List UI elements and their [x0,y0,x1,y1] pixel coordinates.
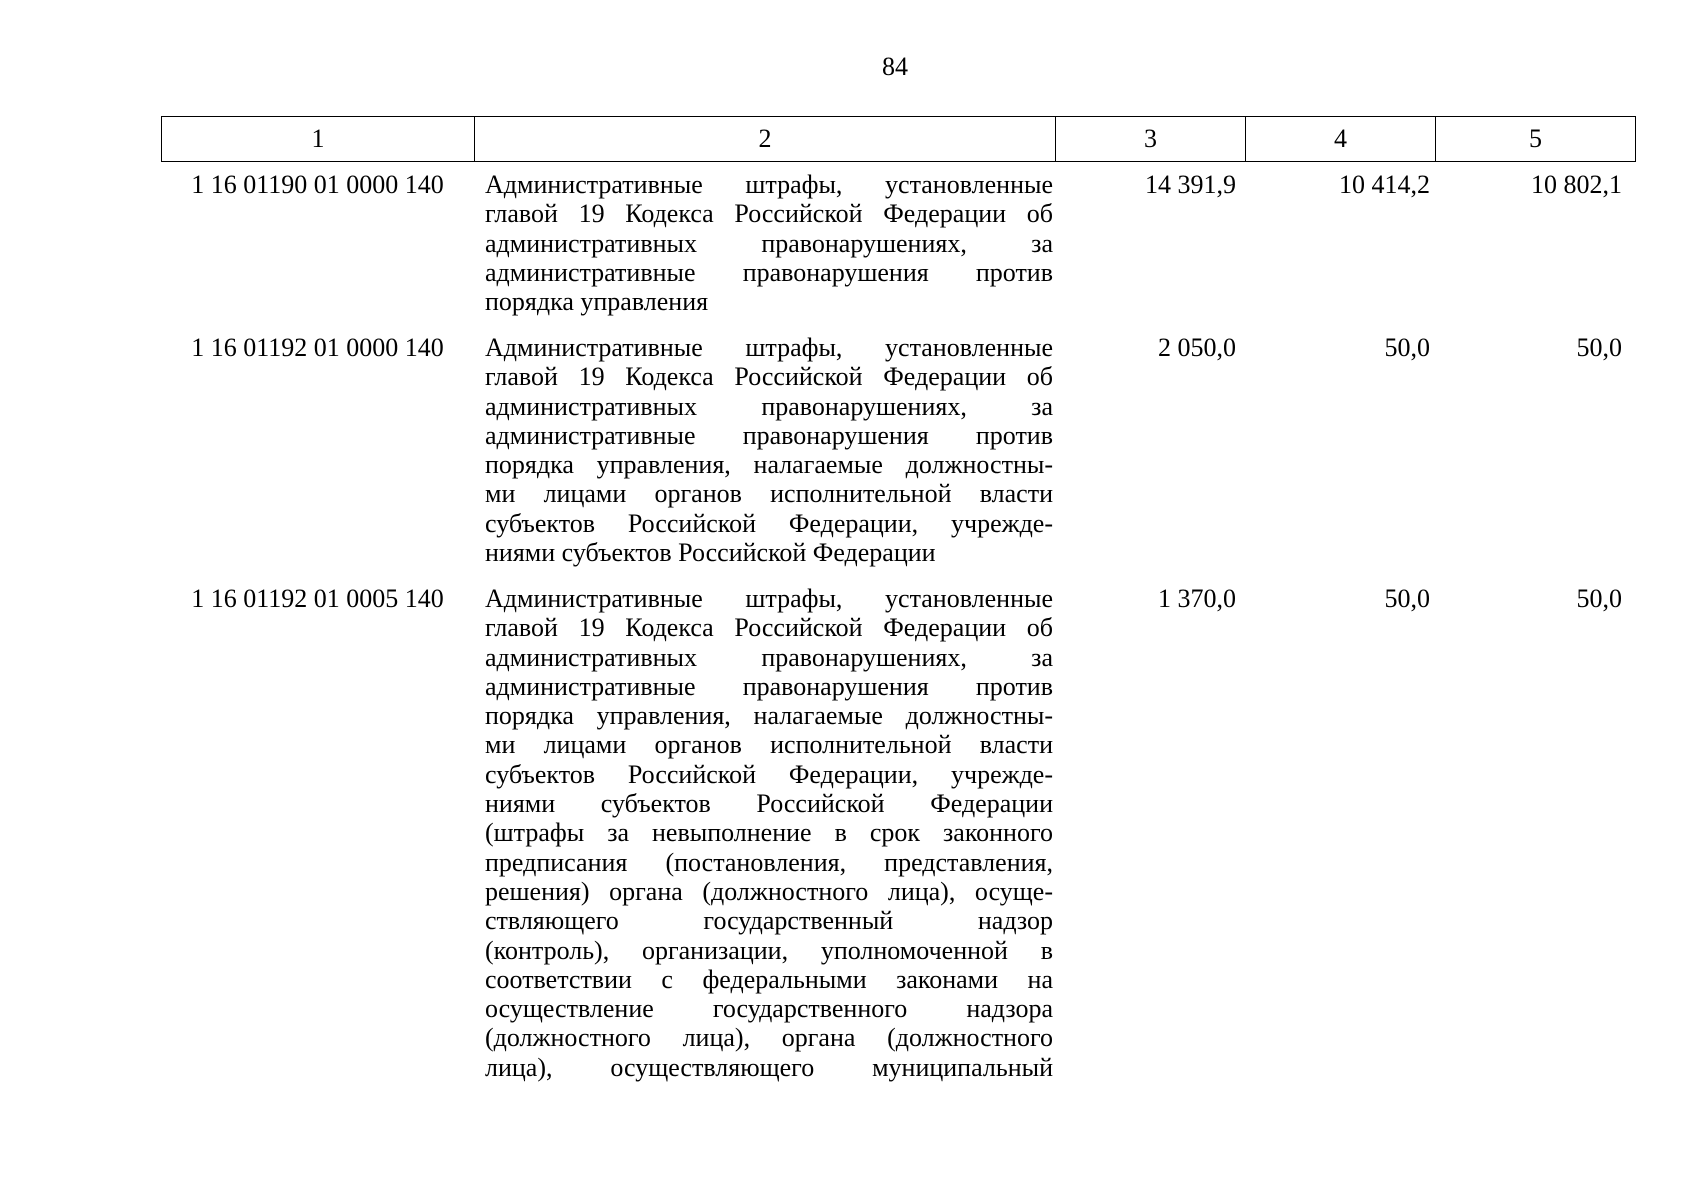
description-line: ми лицами органов исполнительной власти [485,730,1053,760]
row-value-col5: 50,0 [1576,584,1622,613]
row-value-col5: 10 802,1 [1531,170,1622,199]
description-line: предписания (постановления, представления, [485,847,1053,877]
row-value-col3: 2 050,0 [1158,333,1236,362]
description-line: (контроль), организации, уполномоченной в [485,935,1053,965]
header-col-1: 1 [162,117,475,162]
row-description [485,170,1053,316]
description-line: субъектов Российской Федерации, учрежде- [485,759,1053,789]
description-line: главой 19 Кодекса Российской Федерации об [485,613,1053,643]
description-line: административные правонарушения против [485,671,1053,701]
description-line: административные правонарушения против [485,257,1053,287]
description-line: порядка управления, налагаемые должностны- [485,701,1053,731]
description-line: главой 19 Кодекса Российской Федерации об [485,199,1053,229]
description-line: административных правонарушениях, за [485,228,1053,258]
description-line: ми лицами органов исполнительной власти [485,479,1053,509]
row-value-col4: 50,0 [1384,333,1430,362]
description-line: (должностного лица), органа (должностного [485,1023,1053,1053]
description-line: главой 19 Кодекса Российской Федерации об [485,362,1053,392]
row-value-col5: 50,0 [1576,333,1622,362]
page-number: 84 [882,52,908,81]
header-col-5: 5 [1436,117,1636,162]
description-line: Административные штрафы, установленные [485,170,1053,199]
description-line: (штрафы за невыполнение в срок законного [485,818,1053,848]
row-code: 1 16 01192 01 0005 140 [191,584,444,613]
row-value-col4: 50,0 [1384,584,1430,613]
row-code: 1 16 01190 01 0000 140 [191,170,444,199]
description-line: лица), осуществляющего муниципальный [485,1052,1053,1082]
header-col-2: 2 [475,117,1056,162]
row-value-col3: 1 370,0 [1158,584,1236,613]
description-line: ниями субъектов Российской Федерации [485,538,936,568]
description-line: Административные штрафы, установленные [485,584,1053,613]
row-description [485,584,1053,1082]
description-line: административных правонарушениях, за [485,391,1053,421]
description-line: решения) органа (должностного лица), осуще- [485,876,1053,906]
description-line: субъектов Российской Федерации, учрежде- [485,508,1053,538]
description-line: ствляющего государственный надзор [485,906,1053,936]
header-row [162,117,1636,162]
description-line: порядка управления, налагаемые должностны- [485,450,1053,480]
description-line: Административные штрафы, установленные [485,333,1053,362]
row-description [485,333,1053,567]
header-col-4: 4 [1246,117,1436,162]
table-header [161,116,1636,162]
row-code: 1 16 01192 01 0000 140 [191,333,444,362]
description-line: административных правонарушениях, за [485,642,1053,672]
description-line: порядка управления [485,287,709,317]
row-value-col3: 14 391,9 [1145,170,1236,199]
row-value-col4: 10 414,2 [1339,170,1430,199]
description-line: административные правонарушения против [485,420,1053,450]
description-line: осуществление государственного надзора [485,994,1053,1024]
header-col-3: 3 [1056,117,1246,162]
description-line: соответствии с федеральными законами на [485,964,1053,994]
description-line: ниями субъектов Российской Федерации [485,789,1053,819]
